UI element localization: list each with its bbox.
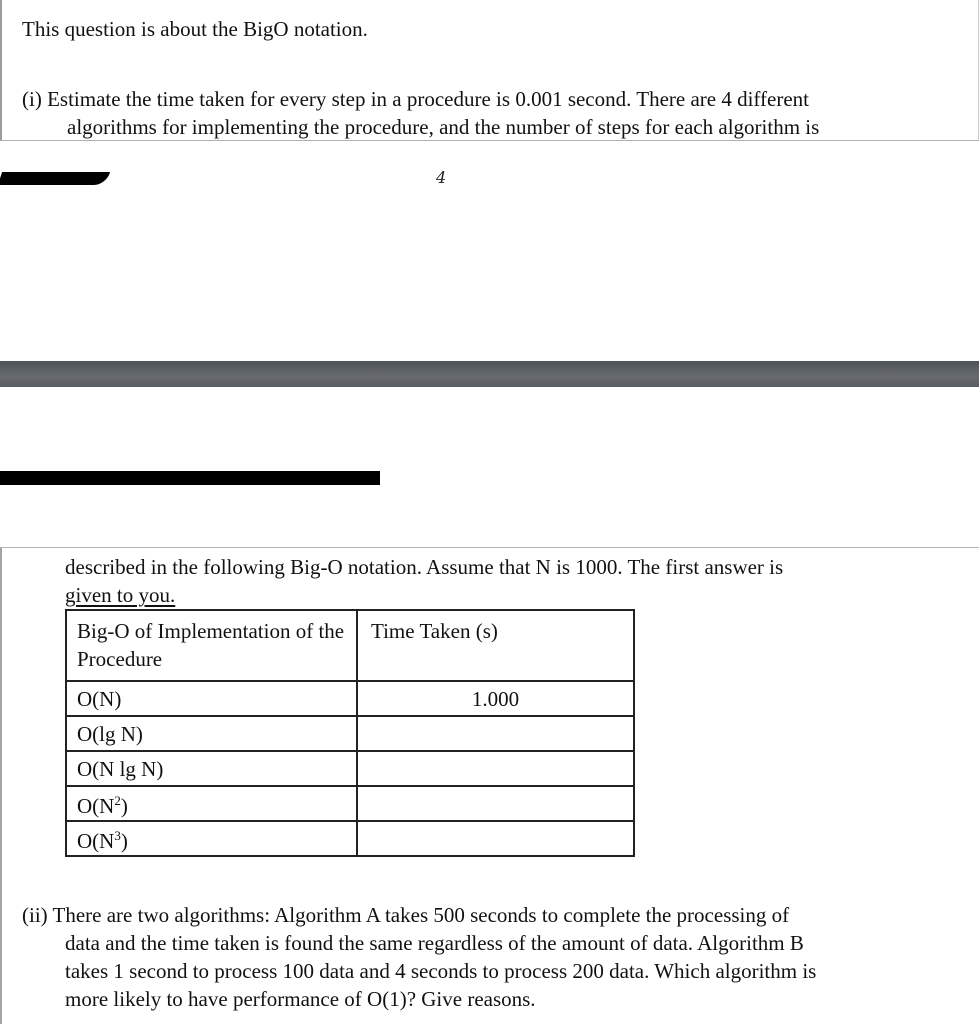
part-ii-line-1: (ii) There are two algorithms: Algorithm A takes 500 seconds to complete the processing of bbox=[22, 903, 790, 927]
table-row bbox=[66, 751, 634, 786]
big-o-close: ) bbox=[120, 794, 128, 818]
header-big-o: Big-O of Implementation of the Procedure bbox=[66, 610, 357, 681]
part-ii-line-4: more likely to have performance of O(1)? Give reasons. bbox=[65, 987, 536, 1011]
question-intro: This question is about the BigO notation. bbox=[22, 17, 368, 41]
time-cell: 1.000 bbox=[357, 681, 634, 716]
big-o-cell: O(lg N) bbox=[66, 716, 357, 751]
big-o-cell: O(N lg N) bbox=[66, 751, 357, 786]
time-cell bbox=[357, 716, 634, 751]
part-i-line-4: given to you. bbox=[65, 583, 176, 607]
big-o-cell: O(N) bbox=[66, 681, 357, 716]
part-i-line-1: (i) Estimate the time taken for every step in a procedure is 0.001 second. There are 4 different bbox=[22, 87, 810, 111]
big-o-exponent: 3 bbox=[114, 828, 121, 843]
redaction-mark bbox=[0, 172, 110, 185]
big-o-exponent: 2 bbox=[114, 793, 121, 808]
table-row bbox=[66, 821, 634, 856]
part-ii-line-3: takes 1 second to process 100 data and 4 seconds to process 200 data. Which algorithm is bbox=[65, 959, 817, 983]
page-divider-bar bbox=[0, 361, 979, 387]
time-cell bbox=[357, 821, 634, 856]
redaction-bar bbox=[0, 471, 380, 485]
table-row bbox=[66, 716, 634, 751]
big-o-cell bbox=[66, 786, 357, 821]
part-i-line-3: described in the following Big-O notation. Assume that N is 1000. The first answer is bbox=[65, 555, 784, 579]
big-o-base: O(N bbox=[77, 794, 115, 818]
big-o-cell bbox=[66, 821, 357, 856]
header-time-taken: Time Taken (s) bbox=[357, 610, 634, 681]
question-body-panel bbox=[0, 547, 979, 1024]
time-cell bbox=[357, 786, 634, 821]
part-ii-line-2: data and the time taken is found the same regardless of the amount of data. Algorithm B bbox=[65, 931, 804, 955]
part-i-line-2: algorithms for implementing the procedure, and the number of steps for each algorithm is bbox=[67, 115, 820, 139]
big-o-base: O(N bbox=[77, 829, 115, 853]
time-cell bbox=[357, 751, 634, 786]
big-o-close: ) bbox=[120, 829, 128, 853]
table-row bbox=[66, 786, 634, 821]
table-header-row bbox=[66, 610, 634, 681]
big-o-table bbox=[65, 609, 635, 857]
question-header-panel bbox=[0, 0, 979, 141]
page-break-area bbox=[0, 141, 979, 547]
page-number: 4 bbox=[436, 168, 447, 187]
table-row bbox=[66, 681, 634, 716]
